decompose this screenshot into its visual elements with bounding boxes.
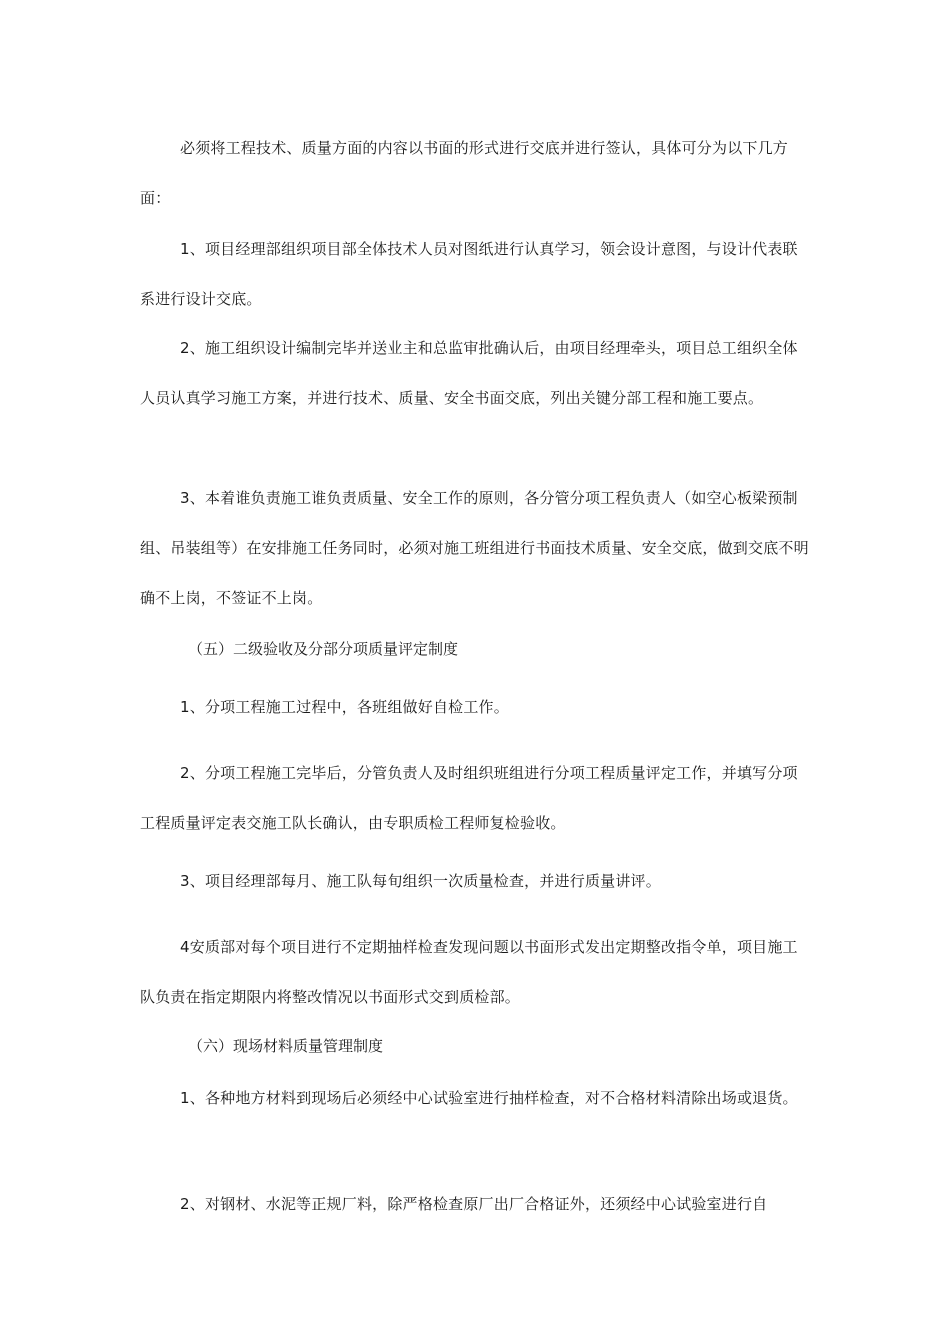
- paragraph-intro: 必须将工程技术、质量方面的内容以书面的形式进行交底并进行签认，具体可分为以下几方面：: [140, 139, 789, 207]
- paragraph-section5-item-2: 2、分项工程施工完毕后，分管负责人及时组织班组进行分项工程质量评定工作，并填写分项工程质量评定表交施工队长确认，由专职质检工程师复检验收。: [140, 764, 798, 832]
- paragraph-section5-item-1: 1、分项工程施工过程中，各班组做好自检工作。: [180, 698, 509, 716]
- paragraph-item-3: 3、本着谁负责施工谁负责质量、安全工作的原则，各分管分项工程负责人（如空心板梁预制组、吊装组等）在安排施工任务同时，必须对施工班组进行书面技术质量、安全交底，做到交底不明确不上岗，不签证不上岗。: [140, 489, 809, 607]
- paragraph-section5-item-4: 4安质部对每个项目进行不定期抽样检查发现问题以书面形式发出定期整改指令单，项目施工队负责在指定期限内将整改情况以书面形式交到质检部。: [140, 938, 798, 1006]
- paragraph-section5-item-3: 3、项目经理部每月、施工队每旬组织一次质量检查，并进行质量讲评。: [180, 872, 661, 890]
- paragraph-item-1: 1、项目经理部组织项目部全体技术人员对图纸进行认真学习，领会设计意图，与设计代表联系进行设计交底。: [140, 240, 798, 308]
- paragraph-section6-item-1: 1、各种地方材料到现场后必须经中心试验室进行抽样检查，对不合格材料清除出场或退货。: [180, 1089, 798, 1107]
- paragraph-section6-item-2: 2、对钢材、水泥等正规厂料，除严格检查原厂出厂合格证外，还须经中心试验室进行自: [180, 1195, 768, 1213]
- section-heading-5: （五）二级验收及分部分项质量评定制度: [188, 640, 459, 658]
- paragraph-item-2: 2、施工组织设计编制完毕并送业主和总监审批确认后，由项目经理牵头，项目总工组织全体人员认真学习施工方案，并进行技术、质量、安全书面交底，列出关键分部工程和施工要点。: [140, 339, 798, 407]
- section-heading-6: （六）现场材料质量管理制度: [188, 1037, 384, 1055]
